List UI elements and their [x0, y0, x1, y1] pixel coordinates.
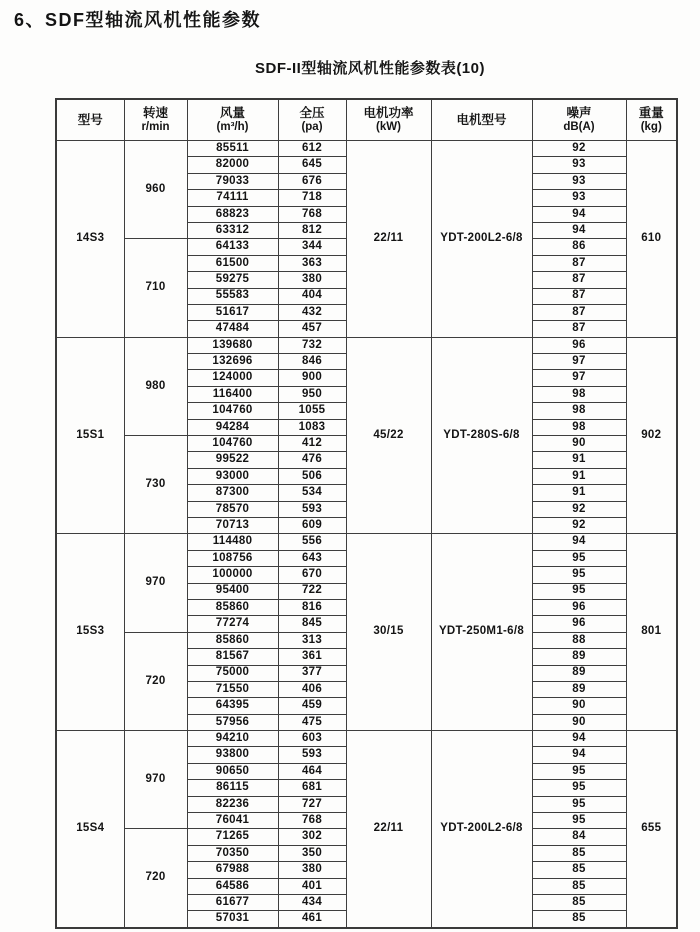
column-label: 全压	[299, 105, 325, 120]
noise-cell: 96	[532, 616, 626, 632]
airflow-cell: 76041	[187, 813, 278, 829]
noise-cell: 85	[532, 862, 626, 878]
fan-performance-table	[55, 98, 678, 929]
noise-cell: 85	[532, 894, 626, 910]
noise-cell: 92	[532, 517, 626, 533]
airflow-cell: 90650	[187, 763, 278, 779]
airflow-cell: 82000	[187, 157, 278, 173]
noise-cell: 85	[532, 911, 626, 928]
noise-cell: 89	[532, 665, 626, 681]
weight-cell: 902	[626, 337, 677, 534]
airflow-cell: 75000	[187, 665, 278, 681]
table-row	[56, 534, 677, 550]
noise-cell: 89	[532, 681, 626, 697]
noise-cell: 94	[532, 222, 626, 238]
noise-cell: 84	[532, 829, 626, 845]
table-row	[56, 337, 677, 353]
noise-cell: 92	[532, 501, 626, 517]
airflow-cell: 63312	[187, 222, 278, 238]
airflow-cell: 47484	[187, 321, 278, 337]
airflow-cell: 71265	[187, 829, 278, 845]
column-label: 风量	[219, 105, 245, 120]
pressure-cell: 432	[278, 304, 346, 320]
noise-cell: 95	[532, 763, 626, 779]
noise-cell: 93	[532, 190, 626, 206]
airflow-cell: 81567	[187, 649, 278, 665]
airflow-cell: 95400	[187, 583, 278, 599]
column-header-noise	[532, 99, 626, 141]
noise-cell: 95	[532, 796, 626, 812]
airflow-cell: 87300	[187, 485, 278, 501]
table-title: SDF-II型轴流风机性能参数表(10)	[254, 60, 485, 77]
pressure-cell: 412	[278, 436, 346, 452]
noise-cell: 95	[532, 583, 626, 599]
column-unit: (pa)	[301, 120, 323, 133]
noise-cell: 87	[532, 255, 626, 271]
airflow-cell: 71550	[187, 681, 278, 697]
pressure-cell: 722	[278, 583, 346, 599]
noise-cell: 98	[532, 403, 626, 419]
pressure-cell: 401	[278, 878, 346, 894]
noise-cell: 93	[532, 173, 626, 189]
power-cell: 22/11	[346, 731, 431, 928]
column-header-rpm	[124, 99, 187, 141]
column-unit: dB(A)	[563, 120, 595, 133]
column-unit: (m³/h)	[216, 120, 249, 133]
noise-cell: 87	[532, 272, 626, 288]
airflow-cell: 61677	[187, 894, 278, 910]
column-header-motor	[431, 99, 532, 141]
noise-cell: 95	[532, 813, 626, 829]
pressure-cell: 475	[278, 714, 346, 730]
rpm-cell: 720	[124, 632, 187, 730]
pressure-cell: 950	[278, 386, 346, 402]
table-row	[56, 731, 677, 747]
airflow-cell: 108756	[187, 550, 278, 566]
model-cell: 15S4	[56, 731, 124, 928]
weight-cell: 610	[626, 141, 677, 338]
noise-cell: 96	[532, 337, 626, 353]
pressure-cell: 434	[278, 894, 346, 910]
power-cell: 22/11	[346, 141, 431, 338]
column-unit: (kW)	[376, 120, 401, 133]
noise-cell: 85	[532, 845, 626, 861]
noise-cell: 87	[532, 321, 626, 337]
airflow-cell: 93800	[187, 747, 278, 763]
pressure-cell: 812	[278, 222, 346, 238]
airflow-cell: 64586	[187, 878, 278, 894]
airflow-cell: 59275	[187, 272, 278, 288]
noise-cell: 97	[532, 370, 626, 386]
pressure-cell: 845	[278, 616, 346, 632]
airflow-cell: 99522	[187, 452, 278, 468]
noise-cell: 93	[532, 157, 626, 173]
airflow-cell: 64395	[187, 698, 278, 714]
pressure-cell: 718	[278, 190, 346, 206]
pressure-cell: 681	[278, 780, 346, 796]
power-cell: 45/22	[346, 337, 431, 534]
pressure-cell: 406	[278, 681, 346, 697]
pressure-cell: 556	[278, 534, 346, 550]
airflow-cell: 64133	[187, 239, 278, 255]
pressure-cell: 643	[278, 550, 346, 566]
noise-cell: 98	[532, 386, 626, 402]
column-header-power	[346, 99, 431, 141]
table-body	[56, 141, 677, 928]
pressure-cell: 593	[278, 747, 346, 763]
airflow-cell: 86115	[187, 780, 278, 796]
pressure-cell: 645	[278, 157, 346, 173]
airflow-cell: 67988	[187, 862, 278, 878]
pressure-cell: 534	[278, 485, 346, 501]
noise-cell: 96	[532, 599, 626, 615]
noise-cell: 97	[532, 354, 626, 370]
airflow-cell: 77274	[187, 616, 278, 632]
column-header-airflow	[187, 99, 278, 141]
pressure-cell: 676	[278, 173, 346, 189]
airflow-cell: 82236	[187, 796, 278, 812]
pressure-cell: 459	[278, 698, 346, 714]
noise-cell: 87	[532, 288, 626, 304]
column-label: 电机功率	[363, 105, 414, 120]
airflow-cell: 79033	[187, 173, 278, 189]
airflow-cell: 116400	[187, 386, 278, 402]
pressure-cell: 313	[278, 632, 346, 648]
noise-cell: 98	[532, 419, 626, 435]
airflow-cell: 57956	[187, 714, 278, 730]
airflow-cell: 104760	[187, 403, 278, 419]
weight-cell: 655	[626, 731, 677, 928]
airflow-cell: 55583	[187, 288, 278, 304]
rpm-cell: 980	[124, 337, 187, 435]
airflow-cell: 51617	[187, 304, 278, 320]
page-title: 6、SDF型轴流风机性能参数	[14, 10, 262, 30]
airflow-cell: 57031	[187, 911, 278, 928]
column-label: 转速	[142, 105, 168, 120]
pressure-cell: 380	[278, 272, 346, 288]
pressure-cell: 609	[278, 517, 346, 533]
table-header	[56, 99, 677, 141]
airflow-cell: 70350	[187, 845, 278, 861]
rpm-cell: 720	[124, 829, 187, 928]
column-label: 重量	[638, 105, 664, 120]
airflow-cell: 139680	[187, 337, 278, 353]
pressure-cell: 350	[278, 845, 346, 861]
noise-cell: 88	[532, 632, 626, 648]
noise-cell: 85	[532, 878, 626, 894]
airflow-cell: 85860	[187, 632, 278, 648]
column-label: 电机型号	[456, 112, 507, 127]
pressure-cell: 344	[278, 239, 346, 255]
noise-cell: 90	[532, 714, 626, 730]
column-label: 噪声	[566, 105, 592, 120]
noise-cell: 95	[532, 567, 626, 583]
column-label: 型号	[77, 112, 103, 127]
rpm-cell: 710	[124, 239, 187, 337]
airflow-cell: 94284	[187, 419, 278, 435]
pressure-cell: 1083	[278, 419, 346, 435]
motor-cell: YDT-200L2-6/8	[431, 141, 532, 338]
pressure-cell: 670	[278, 567, 346, 583]
airflow-cell: 85511	[187, 141, 278, 157]
noise-cell: 86	[532, 239, 626, 255]
pressure-cell: 404	[278, 288, 346, 304]
pressure-cell: 363	[278, 255, 346, 271]
noise-cell: 94	[532, 731, 626, 747]
pressure-cell: 461	[278, 911, 346, 928]
model-cell: 14S3	[56, 141, 124, 338]
pressure-cell: 1055	[278, 403, 346, 419]
noise-cell: 89	[532, 649, 626, 665]
airflow-cell: 132696	[187, 354, 278, 370]
airflow-cell: 94210	[187, 731, 278, 747]
weight-cell: 801	[626, 534, 677, 731]
airflow-cell: 78570	[187, 501, 278, 517]
header-row	[56, 99, 677, 141]
noise-cell: 94	[532, 206, 626, 222]
pressure-cell: 380	[278, 862, 346, 878]
pressure-cell: 768	[278, 206, 346, 222]
noise-cell: 87	[532, 304, 626, 320]
column-unit: (kg)	[640, 120, 662, 133]
airflow-cell: 68823	[187, 206, 278, 222]
column-header-pressure	[278, 99, 346, 141]
motor-cell: YDT-250M1-6/8	[431, 534, 532, 731]
pressure-cell: 603	[278, 731, 346, 747]
airflow-cell: 100000	[187, 567, 278, 583]
airflow-cell: 93000	[187, 468, 278, 484]
noise-cell: 91	[532, 468, 626, 484]
pressure-cell: 727	[278, 796, 346, 812]
noise-cell: 90	[532, 698, 626, 714]
power-cell: 30/15	[346, 534, 431, 731]
noise-cell: 90	[532, 436, 626, 452]
model-cell: 15S1	[56, 337, 124, 534]
table-row	[56, 141, 677, 157]
motor-cell: YDT-280S-6/8	[431, 337, 532, 534]
pressure-cell: 732	[278, 337, 346, 353]
pressure-cell: 476	[278, 452, 346, 468]
pressure-cell: 593	[278, 501, 346, 517]
rpm-cell: 970	[124, 731, 187, 829]
rpm-cell: 960	[124, 141, 187, 239]
airflow-cell: 124000	[187, 370, 278, 386]
noise-cell: 94	[532, 534, 626, 550]
model-cell: 15S3	[56, 534, 124, 731]
pressure-cell: 377	[278, 665, 346, 681]
pressure-cell: 361	[278, 649, 346, 665]
noise-cell: 91	[532, 485, 626, 501]
pressure-cell: 846	[278, 354, 346, 370]
noise-cell: 91	[532, 452, 626, 468]
airflow-cell: 114480	[187, 534, 278, 550]
pressure-cell: 900	[278, 370, 346, 386]
rpm-cell: 970	[124, 534, 187, 632]
pressure-cell: 816	[278, 599, 346, 615]
noise-cell: 95	[532, 780, 626, 796]
pressure-cell: 768	[278, 813, 346, 829]
column-unit: r/min	[141, 120, 170, 133]
airflow-cell: 104760	[187, 436, 278, 452]
pressure-cell: 464	[278, 763, 346, 779]
airflow-cell: 74111	[187, 190, 278, 206]
rpm-cell: 730	[124, 436, 187, 534]
airflow-cell: 85860	[187, 599, 278, 615]
column-header-weight	[626, 99, 677, 141]
pressure-cell: 506	[278, 468, 346, 484]
pressure-cell: 612	[278, 141, 346, 157]
pressure-cell: 302	[278, 829, 346, 845]
noise-cell: 95	[532, 550, 626, 566]
noise-cell: 94	[532, 747, 626, 763]
noise-cell: 92	[532, 141, 626, 157]
airflow-cell: 61500	[187, 255, 278, 271]
motor-cell: YDT-200L2-6/8	[431, 731, 532, 928]
airflow-cell: 70713	[187, 517, 278, 533]
pressure-cell: 457	[278, 321, 346, 337]
column-header-model	[56, 99, 124, 141]
